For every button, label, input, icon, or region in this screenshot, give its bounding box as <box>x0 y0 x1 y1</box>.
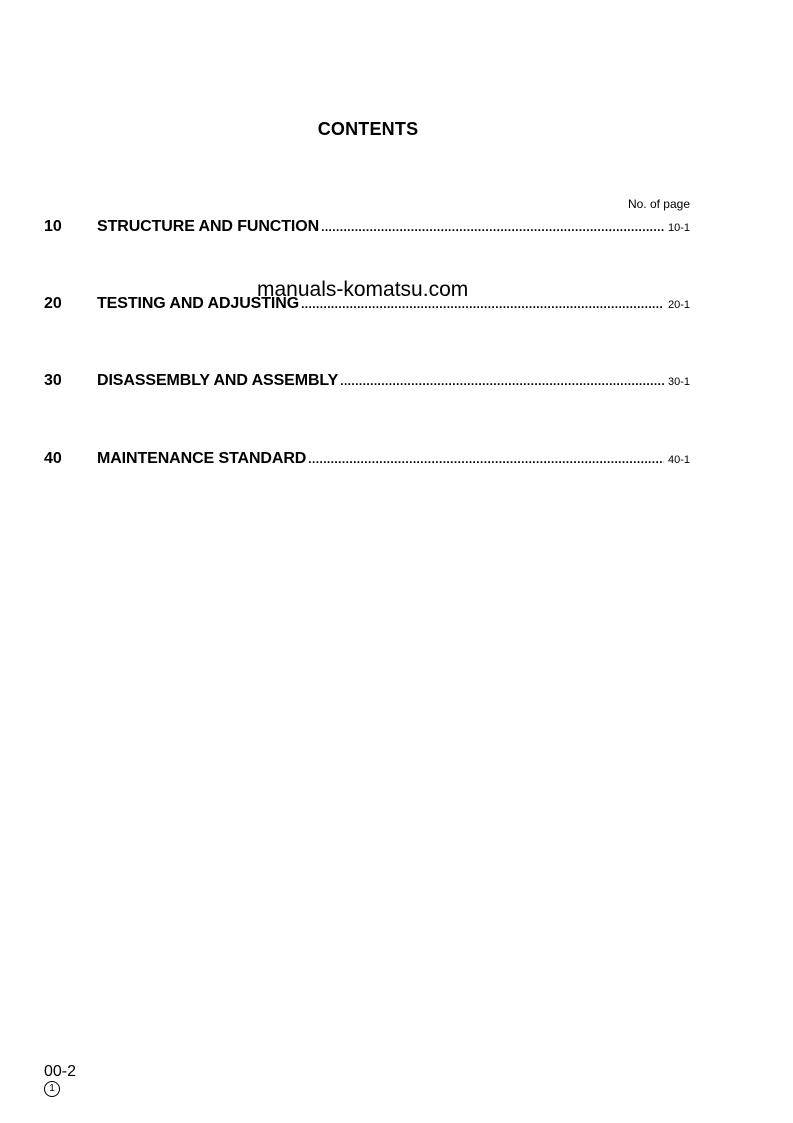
toc-page-number: 10-1 <box>667 222 690 234</box>
page-number-column-header: No. of page <box>627 197 690 211</box>
toc-page-number: 40-1 <box>667 454 690 466</box>
toc-section-number: 30 <box>44 372 62 389</box>
toc-section-title: TESTING AND ADJUSTING <box>97 295 300 312</box>
page-title: CONTENTS <box>317 119 419 139</box>
toc-section-title: STRUCTURE AND FUNCTION <box>97 218 320 235</box>
toc-page-number: 30-1 <box>667 376 690 388</box>
toc-section-number: 20 <box>44 295 62 312</box>
watermark-link[interactable]: manuals-komatsu.com <box>257 278 469 301</box>
toc-entry-disassembly-and-assembly[interactable] <box>44 372 690 396</box>
footer-page-number: 00-2 <box>44 1063 77 1080</box>
dot-leader <box>321 220 664 234</box>
toc-page-number: 20-1 <box>667 299 690 311</box>
dot-leader <box>308 452 664 466</box>
toc-section-number: 10 <box>44 218 62 235</box>
revision-circle-icon: 1 <box>44 1081 60 1097</box>
toc-entry-maintenance-standard[interactable] <box>44 450 690 474</box>
dot-leader <box>340 374 664 388</box>
toc-section-title: DISASSEMBLY AND ASSEMBLY <box>97 372 339 389</box>
toc-section-number: 40 <box>44 450 62 467</box>
toc-section-title: MAINTENANCE STANDARD <box>97 450 307 467</box>
toc-entry-structure-and-function[interactable] <box>44 218 690 242</box>
